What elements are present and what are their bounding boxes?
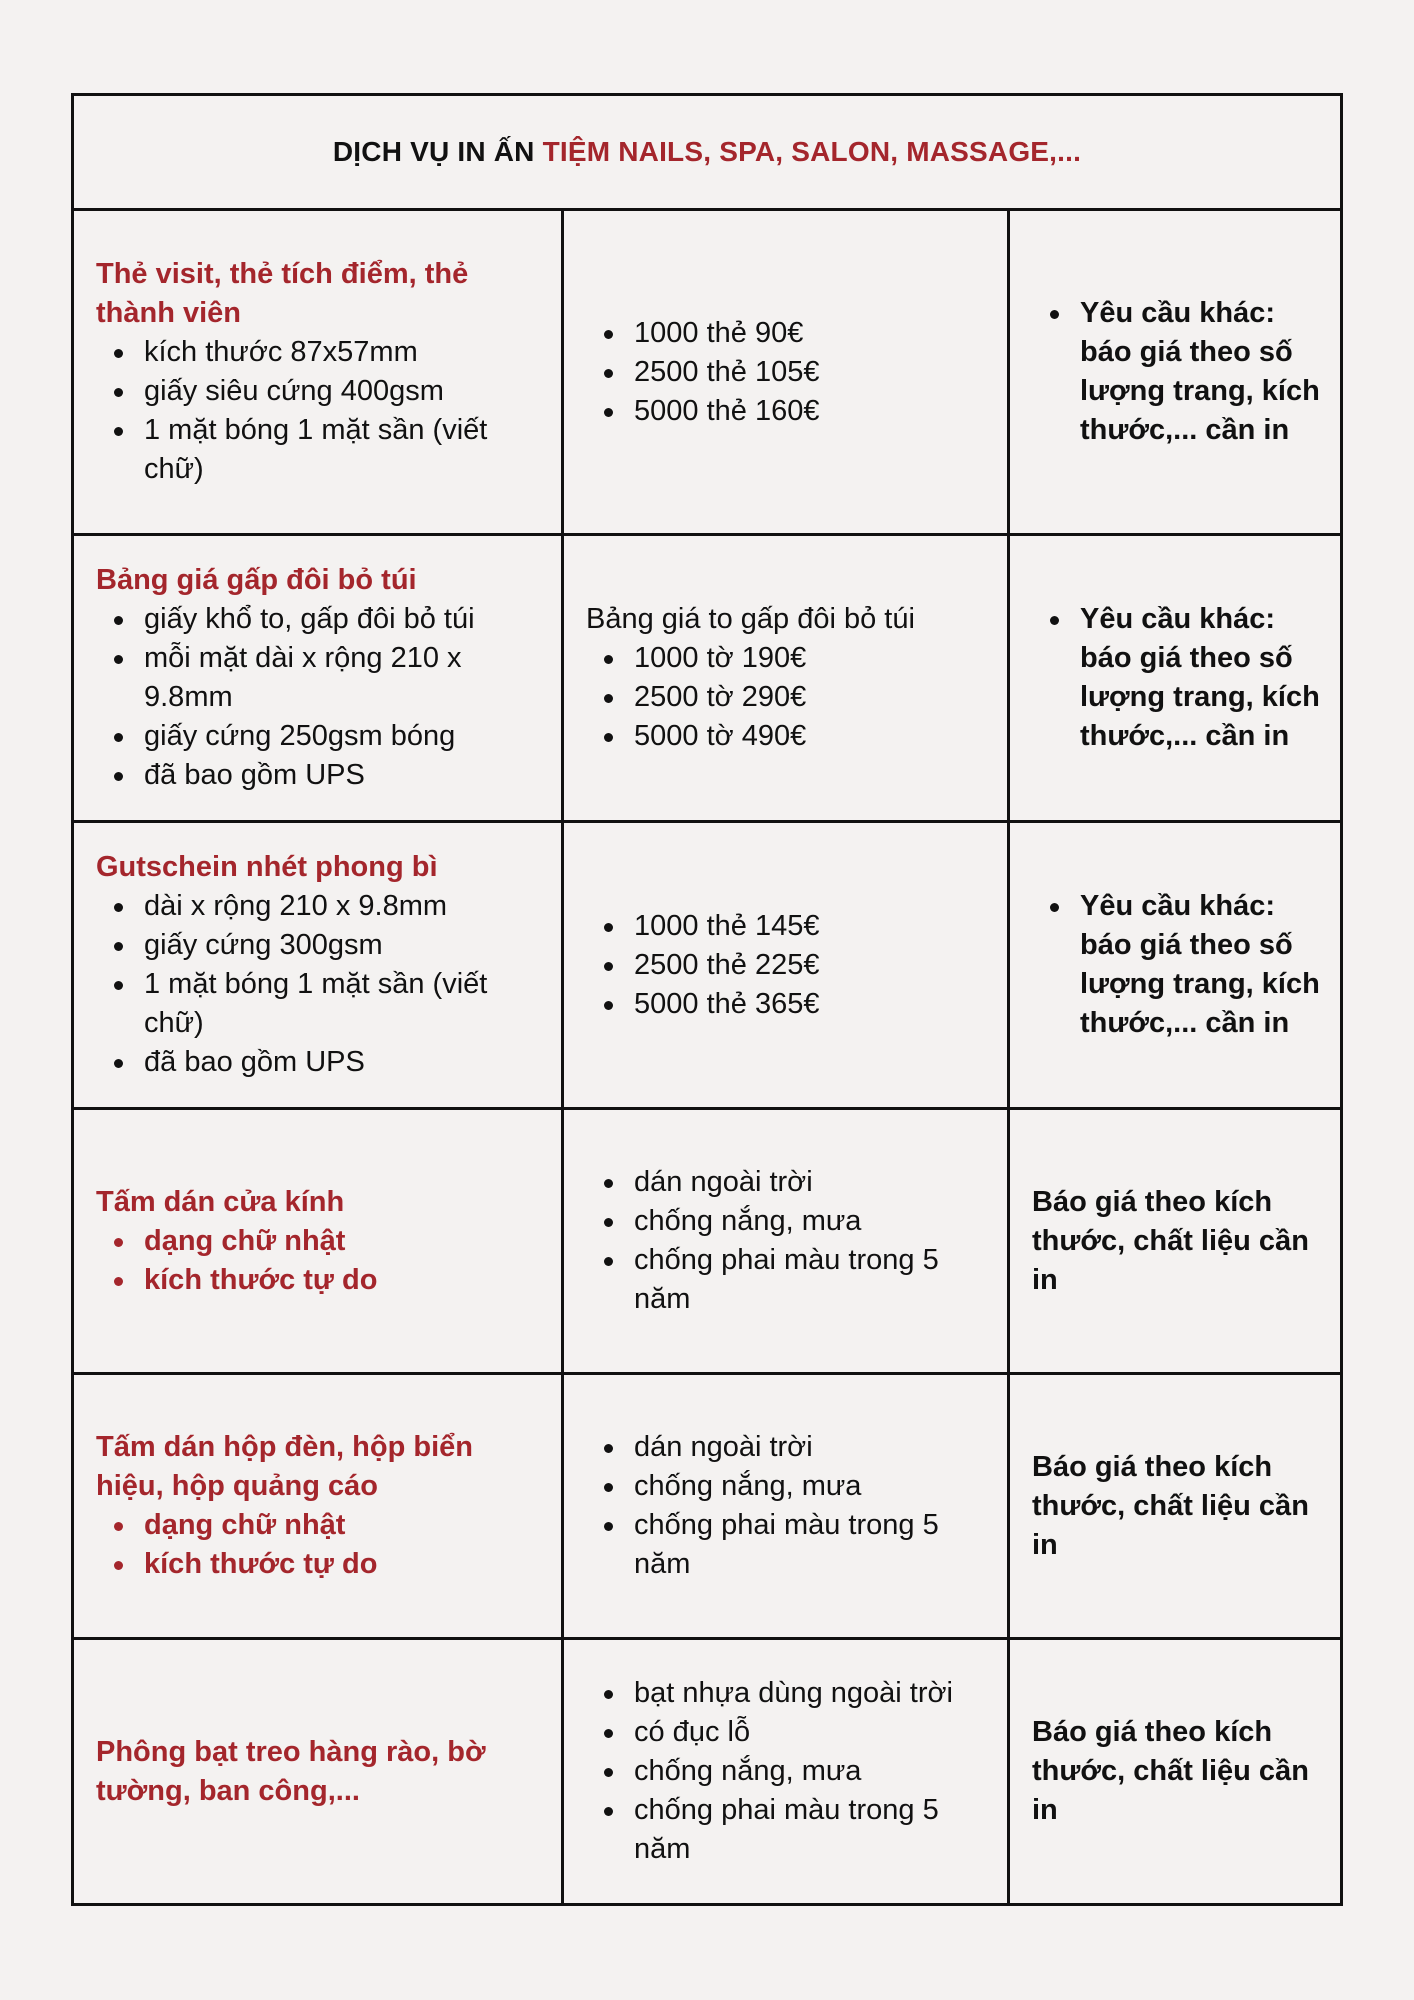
price-list (586, 639, 987, 756)
feature-list (96, 333, 539, 489)
list-item: 5000 thẻ 365€ (634, 985, 987, 1024)
note-text: Báo giá theo kích thước, chất liệu cần in (1032, 1450, 1309, 1561)
list-item: dạng chữ nhật (144, 1222, 539, 1261)
feature-list (96, 1506, 539, 1584)
list-item: 2500 thẻ 105€ (634, 353, 987, 392)
table-header (74, 96, 1340, 211)
product-cell (74, 823, 564, 1107)
list-item: 1 mặt bóng 1 mặt sần (viết chữ) (144, 965, 539, 1043)
list-item: 5000 thẻ 160€ (634, 392, 987, 431)
list-item: dạng chữ nhật (144, 1506, 539, 1545)
price-cell (564, 536, 1010, 820)
product-cell (74, 1640, 564, 1903)
product-cell (74, 211, 564, 533)
list-item: 2500 thẻ 225€ (634, 946, 987, 985)
table-row (74, 1110, 1340, 1375)
spec-list (586, 1674, 987, 1869)
feature-list (96, 887, 539, 1082)
note-list (1032, 294, 1322, 450)
spec-list (586, 1163, 987, 1319)
note-list (1032, 887, 1322, 1043)
product-title: Tấm dán hộp đèn, hộp biển hiệu, hộp quảng cáo (96, 1431, 473, 1502)
price-table (71, 93, 1343, 1906)
note-cell (1010, 1110, 1340, 1372)
list-item: giấy khổ to, gấp đôi bỏ túi (144, 600, 539, 639)
product-title: Thẻ visit, thẻ tích điểm, thẻ thành viên (96, 258, 469, 329)
list-item: giấy cứng 300gsm (144, 926, 539, 965)
price-heading: Bảng giá to gấp đôi bỏ túi (586, 603, 915, 635)
product-title: Gutschein nhét phong bì (96, 851, 438, 883)
table-row (74, 1640, 1340, 1903)
product-title: Tấm dán cửa kính (96, 1185, 345, 1218)
table-row (74, 1375, 1340, 1640)
product-cell (74, 1375, 564, 1637)
product-title: Bảng giá gấp đôi bỏ túi (96, 564, 417, 596)
note-cell (1010, 536, 1340, 820)
product-cell (74, 536, 564, 820)
list-item: chống phai màu trong 5 năm (634, 1506, 987, 1584)
list-item: 1000 tờ 190€ (634, 639, 987, 678)
note-cell (1010, 1375, 1340, 1637)
list-item: chống nắng, mưa (634, 1752, 987, 1791)
note-text: Yêu cầu khác: báo giá theo số lượng trang, kích thước,... cần in (1080, 294, 1322, 450)
price-cell (564, 823, 1010, 1107)
list-item: 1 mặt bóng 1 mặt sần (viết chữ) (144, 411, 539, 489)
list-item: kích thước tự do (144, 1261, 539, 1300)
note-cell (1010, 211, 1340, 533)
note-text: Yêu cầu khác: báo giá theo số lượng trang, kích thước,... cần in (1080, 887, 1322, 1043)
table-row (74, 823, 1340, 1110)
list-item: đã bao gồm UPS (144, 1043, 539, 1082)
feature-list (96, 1222, 539, 1300)
list-item: 1000 thẻ 90€ (634, 314, 987, 353)
list-item: đã bao gồm UPS (144, 756, 539, 795)
note-list (1032, 600, 1322, 756)
header-accent: TIỆM NAILS, SPA, SALON, MASSAGE,... (542, 136, 1082, 167)
note-text: Yêu cầu khác: báo giá theo số lượng trang, kích thước,... cần in (1080, 600, 1322, 756)
price-cell (564, 1110, 1010, 1372)
list-item: giấy siêu cứng 400gsm (144, 372, 539, 411)
list-item: 5000 tờ 490€ (634, 717, 987, 756)
note-text: Báo giá theo kích thước, chất liệu cần in (1032, 1185, 1309, 1296)
list-item: bạt nhựa dùng ngoài trời (634, 1674, 987, 1713)
list-item: mỗi mặt dài x rộng 210 x 9.8mm (144, 639, 539, 717)
price-cell (564, 1640, 1010, 1903)
table-row (74, 536, 1340, 823)
list-item: 2500 tờ 290€ (634, 678, 987, 717)
list-item: chống phai màu trong 5 năm (634, 1791, 987, 1869)
price-list (586, 907, 987, 1024)
header-title (333, 136, 1081, 168)
list-item: dán ngoài trời (634, 1163, 987, 1202)
list-item: chống phai màu trong 5 năm (634, 1241, 987, 1319)
spec-list (586, 1428, 987, 1584)
list-item: kích thước tự do (144, 1545, 539, 1584)
list-item: dán ngoài trời (634, 1428, 987, 1467)
note-text: Báo giá theo kích thước, chất liệu cần in (1032, 1716, 1309, 1826)
price-cell (564, 211, 1010, 533)
feature-list (96, 600, 539, 795)
list-item: có đục lỗ (634, 1713, 987, 1752)
product-title: Phông bạt treo hàng rào, bờ tường, ban công,... (96, 1735, 486, 1807)
price-cell (564, 1375, 1010, 1637)
list-item: kích thước 87x57mm (144, 333, 539, 372)
price-list (586, 314, 987, 431)
product-cell (74, 1110, 564, 1372)
note-cell (1010, 1640, 1340, 1903)
list-item: 1000 thẻ 145€ (634, 907, 987, 946)
table-row (74, 211, 1340, 536)
list-item: dài x rộng 210 x 9.8mm (144, 887, 539, 926)
list-item: giấy cứng 250gsm bóng (144, 717, 539, 756)
list-item: chống nắng, mưa (634, 1202, 987, 1241)
note-cell (1010, 823, 1340, 1107)
header-prefix: DỊCH VỤ IN ẤN (332, 136, 543, 167)
list-item: chống nắng, mưa (634, 1467, 987, 1506)
